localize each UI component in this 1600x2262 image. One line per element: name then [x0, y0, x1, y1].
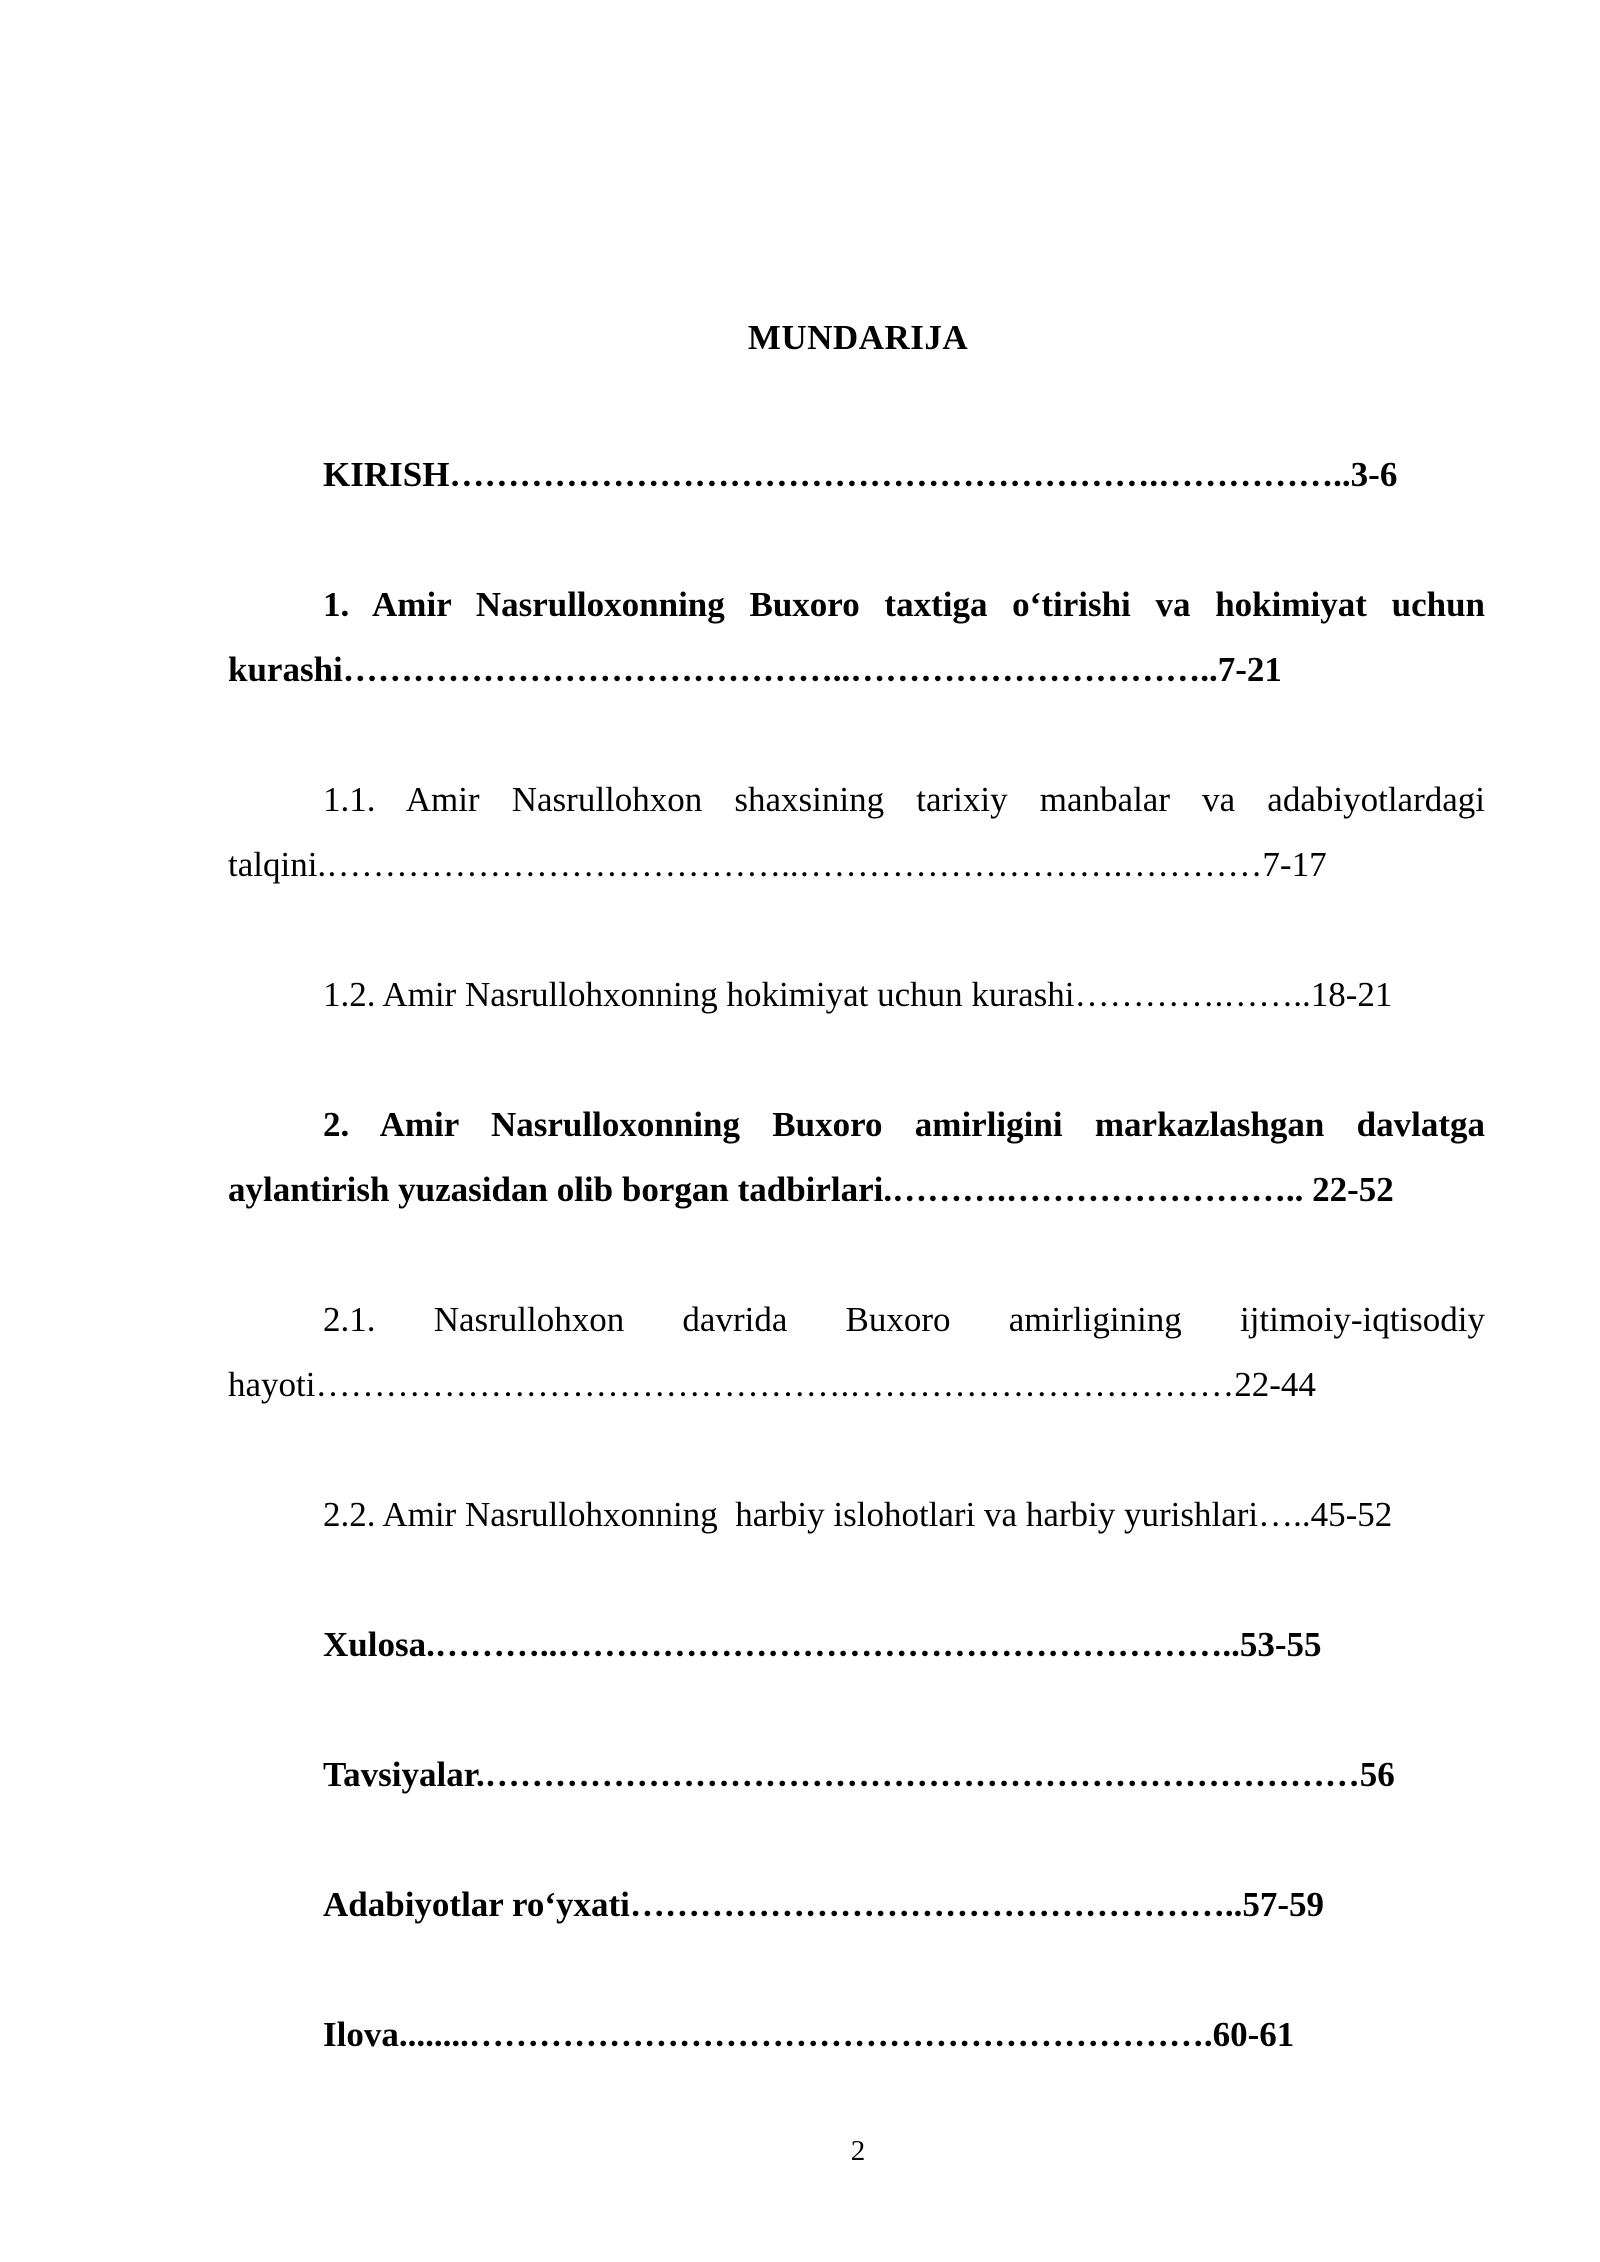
toc-entry-section-1-1	[228, 767, 1485, 897]
page-number: 2	[850, 2135, 866, 2167]
toc-entry-tavsiyalar: Tavsiyalar.…………………………………………………………………56	[323, 1755, 1395, 1794]
toc-entry-section-1-2: 1.2. Amir Nasrullohxonning hokimiyat uchun kurashi………….……..18-21	[323, 975, 1393, 1014]
toc-entry-kirish: KIRISH…………………………………………………….……………..3-6	[323, 455, 1398, 494]
toc-entry-section-2-1-line-2: hayoti……………………………………….……………………………22-44	[228, 1365, 1316, 1404]
toc-entry-chapter-1-line-2: kurashi……………………………………..…………………………..7-21	[228, 650, 1282, 689]
toc-entry-chapter-1	[228, 572, 1485, 702]
toc-entry-ilova: Ilova........……………………………………………………….60-61	[323, 2015, 1295, 2054]
toc-entry-chapter-2-line-1: 2. Amir Nasrulloxonning Buxoro amirligini markazlashgan davlatga	[323, 1105, 1485, 1144]
toc-entry-section-1-1-line-1: 1.1. Amir Nasrullohxon shaxsining tarixiy manbalar va adabiyotlardagi	[323, 780, 1485, 819]
page-title: MUNDARIJA	[747, 318, 969, 357]
toc-entry-section-2-1	[228, 1287, 1485, 1417]
toc-entry-xulosa: Xulosa.………..…………………………………………………..53-55	[323, 1625, 1322, 1664]
toc-entry-chapter-2-line-2: aylantirish yuzasidan olib borgan tadbirlari.……….…………………….. 22-52	[228, 1170, 1394, 1209]
toc-entry-section-2-2: 2.2. Amir Nasrullohxonning harbiy islohotlari va harbiy yurishlari…..45-52	[323, 1495, 1393, 1534]
toc-entry-section-1-1-line-2: talqini.…………………………………..……………………….…………7-17	[228, 845, 1327, 884]
toc-entry-adabiyotlar: Adabiyotlar ro‘yxati……………………………………………..57-59	[323, 1885, 1325, 1924]
toc-entry-chapter-2	[228, 1092, 1485, 1222]
toc-entry-chapter-1-line-1: 1. Amir Nasrulloxonning Buxoro taxtiga o‘tirishi va hokimiyat uchun	[323, 585, 1485, 624]
toc-entry-section-2-1-line-1: 2.1. Nasrullohxon davrida Buxoro amirligining ijtimoiy-iqtisodiy	[323, 1300, 1485, 1339]
